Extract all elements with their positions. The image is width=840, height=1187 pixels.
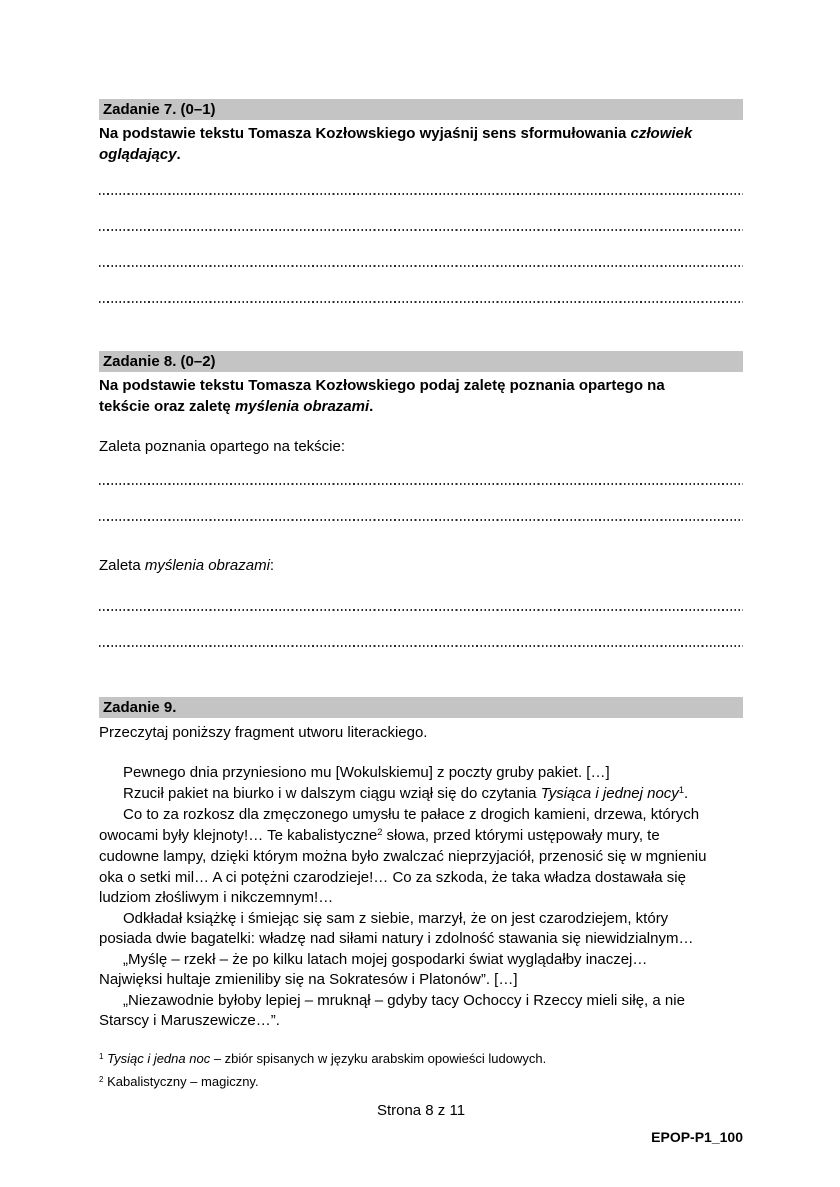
task8-header-bar: [99, 351, 743, 372]
text-line: [99, 375, 743, 396]
text-segment: owocami były klejnoty!… Te kabalistyczne: [99, 826, 378, 844]
answer-line: [99, 611, 743, 647]
task8-header-label: Zadanie 8. (0–2): [103, 353, 216, 370]
text-line: [99, 763, 743, 784]
superscript-marker: 2: [99, 1074, 104, 1084]
text-line: [99, 991, 743, 1012]
text-segment: oka o setki mil… A ci potężni czarodzieje!… Co za szkoda, że taka władza dostawała się: [99, 868, 686, 886]
answer-line: [99, 159, 743, 195]
text-segment: „Niezawodnie byłoby lepiej – mruknął – gdyby tacy Ochoccy i Rzeccy mieli siłę, a nie: [123, 991, 685, 1009]
italic-text-segment: Tysiąc i jedna noc: [107, 1050, 211, 1066]
italic-text-segment: myślenia obrazami: [234, 398, 370, 415]
text-line: [99, 888, 743, 909]
answer-line: [99, 195, 743, 231]
answer-line: [99, 485, 743, 521]
page-number: Strona 8 z 11: [376, 1101, 466, 1119]
text-segment: :: [269, 557, 275, 574]
superscript-marker: 1: [99, 1051, 104, 1061]
text-segment: – zbiór spisanych w języku arabskim opowieści ludowych.: [210, 1050, 547, 1066]
form-code: EPOP-P1_100: [651, 1128, 743, 1145]
text-segment: .: [176, 146, 181, 163]
task8-part2-answer-lines: [99, 575, 743, 647]
task-7-section: [99, 99, 743, 303]
text-segment: tekście oraz zaletę: [99, 398, 235, 415]
text-segment: słowa, przed którymi ustępowały mury, te: [382, 826, 660, 844]
text-line: [99, 970, 743, 991]
text-segment: .: [683, 784, 689, 802]
text-segment: „Myślę – rzekł – że po kilku latach mojej gospodarki świat wyglądałby inaczej…: [123, 950, 648, 968]
text-segment: .: [369, 398, 374, 415]
text-line: [99, 826, 743, 848]
task7-header-label: Zadanie 7. (0–1): [103, 101, 216, 118]
text-line: [99, 909, 743, 930]
answer-line: [99, 449, 743, 485]
text-segment: Pewnego dnia przyniesiono mu [Wokulskiemu] z poczty gruby pakiet. […]: [123, 764, 610, 781]
text-line: [99, 396, 743, 417]
text-line: [99, 868, 743, 889]
footnotes: [99, 1048, 743, 1094]
superscript-marker: 1: [678, 785, 684, 796]
text-line: [99, 950, 743, 971]
text-line: [99, 1011, 743, 1032]
task9-intro: Przeczytaj poniższy fragment utworu literackiego.: [99, 724, 428, 741]
italic-text-segment: myślenia obrazami: [144, 557, 270, 574]
task-8-section: [99, 351, 743, 647]
text-segment: cudowne lampy, dzięki którym można było zwalczać nieprzyjaciół, przenosić się w mgnieniu: [99, 848, 707, 865]
text-line: [99, 805, 743, 826]
answer-line: [99, 231, 743, 267]
text-line: [99, 123, 743, 144]
task8-part1-answer-lines: [99, 449, 743, 521]
literary-excerpt: [99, 763, 743, 1032]
text-segment: Na podstawie tekstu Tomasza Kozłowskiego wyjaśnij sens sformułowania: [99, 125, 631, 142]
text-segment: Kabalistyczny – magiczny.: [103, 1073, 259, 1089]
text-segment: Starscy i Maruszewicze…”.: [99, 1012, 280, 1029]
italic-text-segment: człowiek: [630, 125, 693, 142]
task9-header-label: Zadanie 9.: [103, 699, 177, 716]
task7-header-bar: [99, 99, 743, 120]
text-segment: ludziom złośliwym i nikczemnym!…: [99, 889, 334, 906]
text-line: [99, 1048, 743, 1071]
text-segment: Zaleta poznania opartego na tekście:: [99, 438, 345, 455]
answer-line: [99, 267, 743, 303]
answer-line: [99, 575, 743, 611]
text-line: [99, 1071, 743, 1094]
task-9-section: [99, 697, 743, 1094]
text-line: [99, 784, 743, 806]
text-segment: posiada dwie bagatelki: władzę nad siłami natury i zdolność stawania się niewidzialnym…: [99, 930, 694, 947]
text-segment: Na podstawie tekstu Tomasza Kozłowskiego podaj zaletę poznania opartego na: [99, 377, 665, 394]
task9-header-bar: [99, 697, 743, 718]
text-line: [99, 847, 743, 868]
task8-instruction: [99, 375, 743, 417]
italic-text-segment: oglądający: [99, 146, 177, 163]
text-segment: Odkładał książkę i śmiejąc się sam z siebie, marzył, że on jest czarodziejem, który: [123, 909, 669, 927]
text-line: [99, 929, 743, 950]
italic-text-segment: Tysiąca i jednej nocy: [540, 784, 679, 802]
task8-part2-label: [99, 555, 743, 576]
text-segment: Zaleta: [99, 557, 145, 574]
task7-answer-lines: [99, 159, 743, 303]
text-segment: Co to za rozkosz dla zmęczonego umysłu te pałace z drogich kamieni, drzewa, których: [123, 806, 700, 823]
text-segment: Najwięksi hultaje zmieniliby się na Sokratesów i Platonów”. […]: [99, 971, 518, 988]
superscript-marker: 2: [377, 827, 383, 838]
text-segment: Rzucił pakiet na biurko i w dalszym ciągu wziął się do czytania: [123, 784, 541, 802]
